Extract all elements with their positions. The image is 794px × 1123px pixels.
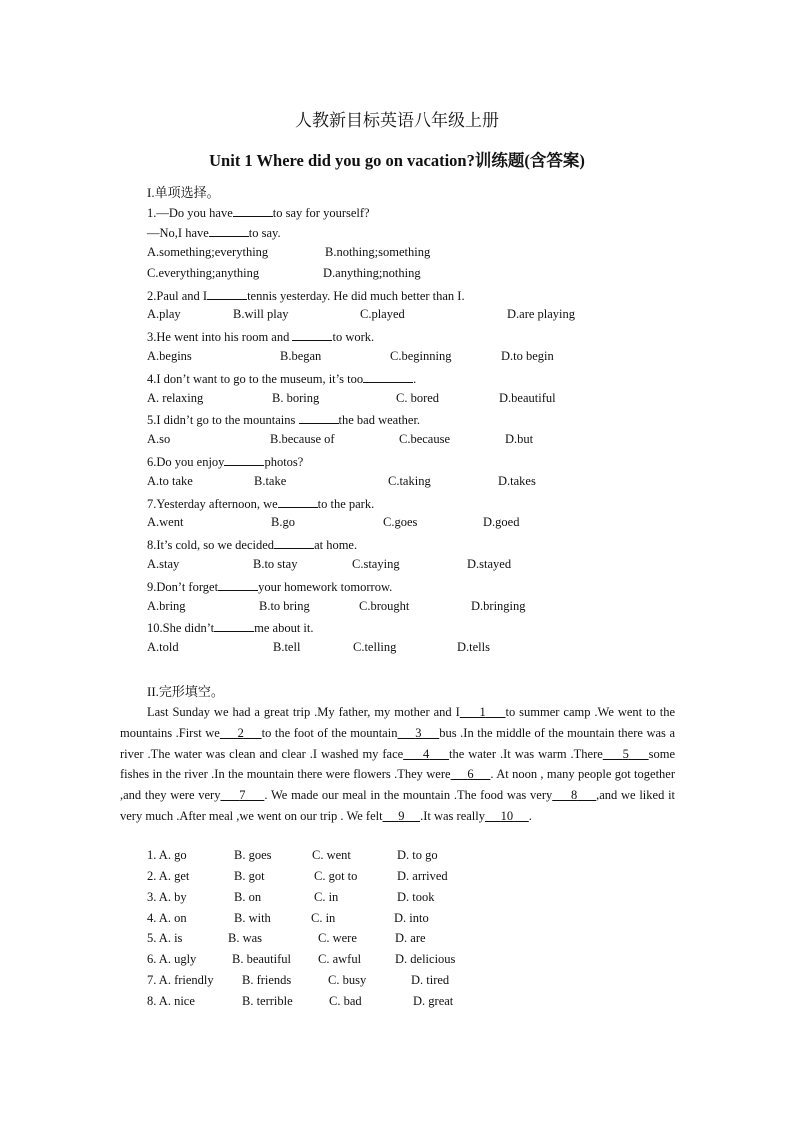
option: D.beautiful	[499, 391, 556, 405]
option: A.begins	[147, 349, 192, 363]
question-8-line-1	[147, 536, 357, 553]
option: A. relaxing	[147, 391, 204, 405]
cloze-choice-row-8	[147, 994, 487, 1010]
passage-text: to summer camp .We went to the mountains .First we	[120, 705, 676, 740]
option: A.to take	[147, 474, 193, 488]
cloze-blank-number: 6	[467, 767, 474, 782]
option: B. boring	[272, 391, 320, 405]
option: B.to stay	[253, 557, 298, 571]
cloze-blank-number: 7	[239, 788, 246, 803]
question-text: 6.Do you enjoy	[147, 455, 225, 469]
cloze-option: 8. A. nice	[147, 994, 195, 1008]
passage-text: Last Sunday we had a great trip .My father, my mother and I	[147, 705, 460, 719]
option: C.played	[360, 307, 405, 321]
cloze-blank-1	[460, 705, 506, 719]
cloze-blank-number: 3	[415, 725, 422, 740]
passage-text: . We made our meal in the mountain .The food was very	[264, 788, 553, 803]
question-text: photos?	[264, 455, 304, 469]
question-text: me about it.	[254, 621, 314, 635]
question-1-line-1	[147, 204, 370, 221]
question-text: at home.	[314, 538, 358, 552]
option: D.anything;nothing	[323, 266, 421, 280]
question-7-line-1	[147, 495, 374, 512]
option: C.brought	[359, 599, 410, 613]
cloze-option: C. went	[312, 848, 351, 862]
cloze-option: D. great	[413, 994, 454, 1008]
option: B.go	[271, 515, 295, 529]
cloze-option: C. busy	[328, 973, 367, 987]
cloze-option: B. terrible	[242, 994, 293, 1008]
option: D.stayed	[467, 557, 512, 571]
option: D.goed	[483, 515, 520, 529]
section1-heading: I.单项选择。	[147, 185, 220, 200]
question-text: 8.It’s cold, so we decided	[147, 538, 275, 552]
option: C.beginning	[390, 349, 452, 363]
question-text: to say.	[248, 226, 281, 240]
question-text: 7.Yesterday afternoon, we	[147, 497, 278, 511]
question-1-options	[147, 266, 667, 282]
answer-blank	[292, 328, 332, 341]
cloze-blank-3	[397, 726, 439, 740]
cloze-option: D. arrived	[397, 869, 448, 883]
cloze-option: C. bad	[329, 994, 362, 1008]
cloze-blank-10	[485, 809, 529, 823]
question-text: —No,I have	[147, 226, 209, 240]
question-text: tennis yesterday. He did much better than I.	[247, 289, 465, 303]
cloze-option: B. beautiful	[232, 952, 292, 966]
option: A.went	[147, 515, 184, 529]
cloze-blank-4	[403, 747, 449, 761]
passage-text: .It was really	[420, 808, 485, 823]
question-text: to work.	[332, 330, 375, 344]
cloze-choice-row-7	[147, 973, 487, 989]
option: A.something;everything	[147, 245, 269, 259]
cloze-option: 7. A. friendly	[147, 973, 214, 987]
answer-blank	[218, 578, 258, 591]
question-text: to say for yourself?	[272, 206, 370, 220]
option: A.bring	[147, 599, 186, 613]
cloze-option: C. awful	[318, 952, 362, 966]
answer-blank	[274, 536, 314, 549]
cloze-option: 2. A. get	[147, 869, 190, 883]
cloze-option: D. tired	[411, 973, 450, 987]
option: B.take	[254, 474, 287, 488]
question-text: .	[413, 372, 417, 386]
cloze-option: 1. A. go	[147, 848, 187, 862]
question-6-options	[147, 474, 667, 490]
question-10-line-1	[147, 619, 314, 636]
option: D.bringing	[471, 599, 526, 613]
passage-text: bus .In the middle of the mountain there was a river .The water was clean and clear .I washed my face	[120, 725, 676, 761]
option: B.to bring	[259, 599, 310, 613]
question-text: 4.I don’t want to go to the museum, it’s too	[147, 372, 364, 386]
passage-text: ,and we liked it very much .After meal ,we went on our trip . We felt	[120, 788, 676, 823]
option: A.stay	[147, 557, 180, 571]
option: A.play	[147, 307, 181, 321]
cloze-blank-6	[451, 767, 491, 781]
option: B.because of	[270, 432, 335, 446]
option: C.telling	[353, 640, 397, 654]
option: B.nothing;something	[325, 245, 431, 259]
cloze-option: B. on	[234, 890, 262, 904]
question-1-options	[147, 245, 667, 261]
cloze-blank-number: 2	[237, 725, 244, 740]
option: A.so	[147, 432, 171, 446]
cloze-option: B. got	[234, 869, 265, 883]
option: D.are playing	[507, 307, 576, 321]
option: B.tell	[273, 640, 301, 654]
page-subtitle: Unit 1 Where did you go on vacation?训练题(含答案)	[209, 151, 585, 170]
option: C.everything;anything	[147, 266, 260, 280]
cloze-blank-9	[383, 809, 421, 823]
question-text: to the park.	[317, 497, 375, 511]
passage-text: some fishes in the river .In the mountain there were flowers .They were	[120, 746, 676, 782]
passage-text: . At noon , many people got together ,and they were very	[120, 767, 676, 803]
cloze-blank-8	[552, 788, 596, 802]
cloze-choice-row-6	[147, 952, 487, 968]
question-8-options	[147, 557, 667, 573]
cloze-option: D. took	[397, 890, 435, 904]
question-9-options	[147, 599, 667, 615]
cloze-blank-7	[220, 788, 264, 802]
cloze-blank-number: 8	[571, 788, 578, 803]
cloze-option: C. were	[318, 931, 357, 945]
option: D.to begin	[501, 349, 554, 363]
option: C.because	[399, 432, 451, 446]
option: B.began	[280, 349, 322, 363]
option: C.staying	[352, 557, 400, 571]
question-text: 9.Don’t forget	[147, 580, 219, 594]
cloze-option: D. into	[394, 911, 429, 925]
passage-text: to the foot of the mountain	[261, 725, 398, 740]
answer-blank	[299, 411, 339, 424]
option: C.taking	[388, 474, 431, 488]
cloze-blank-number: 1	[479, 705, 486, 719]
question-10-options	[147, 640, 667, 656]
cloze-choice-row-5	[147, 931, 487, 947]
option: C.goes	[383, 515, 418, 529]
option: B.will play	[233, 307, 289, 321]
question-7-options	[147, 515, 667, 531]
answer-blank	[278, 495, 318, 508]
cloze-option: B. was	[228, 931, 263, 945]
question-text: the bad weather.	[338, 413, 421, 427]
cloze-blank-5	[603, 747, 649, 761]
passage-text: .	[528, 808, 532, 823]
cloze-option: B. goes	[234, 848, 272, 862]
option: D.but	[505, 432, 534, 446]
question-text: 5.I didn’t go to the mountains	[147, 413, 299, 427]
cloze-option: C. got to	[314, 869, 358, 883]
cloze-option: D. delicious	[395, 952, 456, 966]
cloze-choice-row-1	[147, 848, 487, 864]
cloze-option: D. are	[395, 931, 426, 945]
question-4-line-1	[147, 370, 416, 387]
question-text: 2.Paul and I	[147, 289, 208, 303]
page-title: 人教新目标英语八年级上册	[295, 111, 499, 130]
answer-blank	[209, 224, 249, 237]
question-3-options	[147, 349, 667, 365]
cloze-choice-row-3	[147, 890, 487, 906]
question-1-line-2	[147, 224, 281, 241]
option: D.takes	[498, 474, 536, 488]
answer-blank	[214, 619, 254, 632]
option: A.told	[147, 640, 179, 654]
answer-blank	[363, 370, 413, 383]
answer-blank	[233, 204, 273, 217]
question-2-options	[147, 307, 667, 323]
cloze-choice-row-4	[147, 911, 487, 927]
answer-blank	[224, 453, 264, 466]
cloze-option: 6. A. ugly	[147, 952, 197, 966]
cloze-option: 5. A. is	[147, 931, 183, 945]
question-text: your homework tomorrow.	[258, 580, 393, 594]
section2-heading: II.完形填空。	[147, 684, 224, 699]
question-6-line-1	[147, 453, 303, 470]
cloze-option: C. in	[311, 911, 336, 925]
cloze-option: B. friends	[242, 973, 292, 987]
cloze-blank-number: 5	[622, 746, 629, 761]
cloze-option: B. with	[234, 911, 271, 925]
question-4-options	[147, 391, 667, 407]
cloze-blank-2	[220, 726, 262, 740]
cloze-blank-number: 10	[500, 808, 514, 823]
question-text: 3.He went into his room and	[147, 330, 293, 344]
cloze-option: 4. A. on	[147, 911, 187, 925]
answer-blank	[207, 287, 247, 300]
question-text: 1.—Do you have	[147, 206, 233, 220]
question-9-line-1	[147, 578, 392, 595]
cloze-passage	[120, 702, 675, 827]
question-2-line-1	[147, 287, 465, 304]
cloze-choice-row-2	[147, 869, 487, 885]
question-text: 10.She didn’t	[147, 621, 215, 635]
option: D.tells	[457, 640, 490, 654]
option: C. bored	[396, 391, 440, 405]
cloze-blank-number: 4	[422, 746, 430, 761]
cloze-blank-number: 9	[398, 808, 405, 823]
passage-text: the water .It was warm .There	[449, 746, 603, 761]
cloze-option: D. to go	[397, 848, 438, 862]
cloze-option: 3. A. by	[147, 890, 187, 904]
question-5-line-1	[147, 411, 420, 428]
question-5-options	[147, 432, 667, 448]
question-3-line-1	[147, 328, 374, 345]
cloze-option: C. in	[314, 890, 339, 904]
